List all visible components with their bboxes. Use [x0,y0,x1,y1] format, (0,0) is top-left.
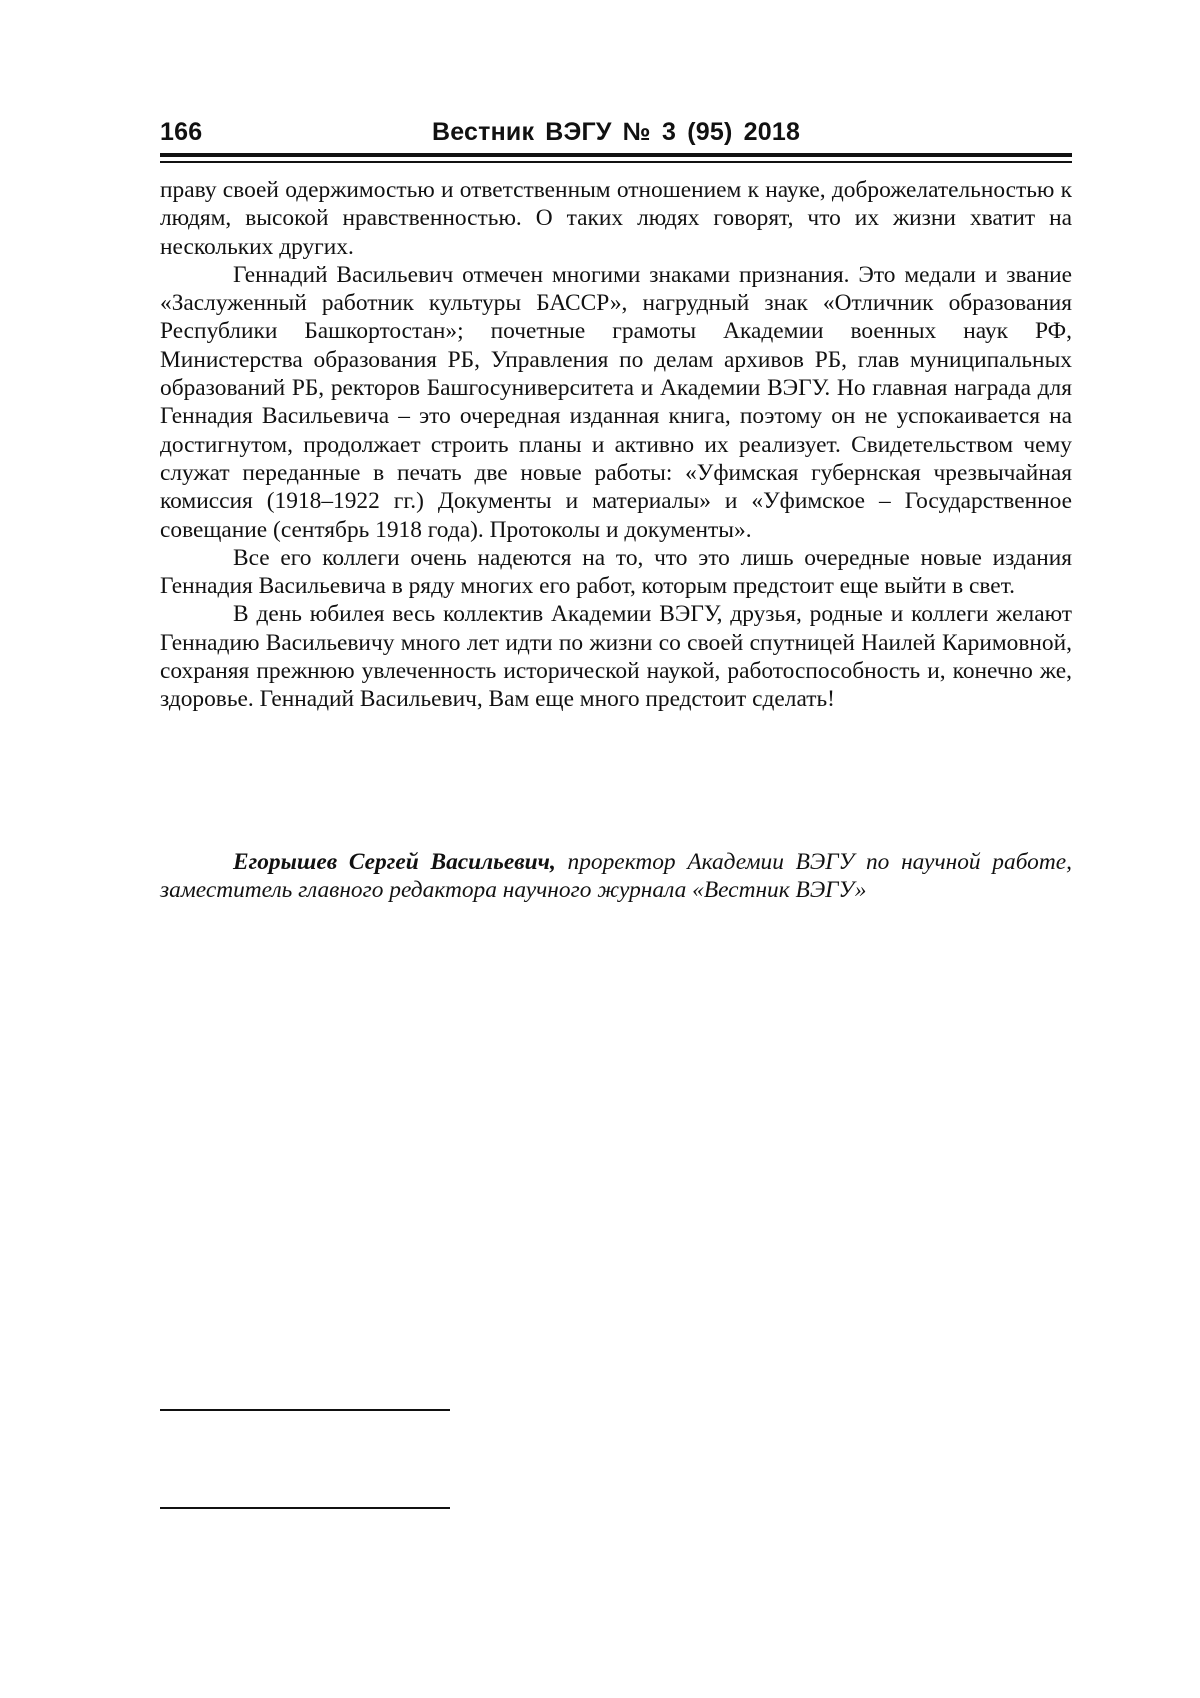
paragraph-awards: Геннадий Васильевич отмечен многими знаками признания. Это медали и звание «Заслуженный работник культуры БАССР», нагрудный знак «Отличник образования Республики Башкортостан»; почетные грамоты Академии военных наук РФ, Министерства образования РБ, Управления по делам архивов РБ, глав муниципальных образований РБ, ректоров Башгосуниверситета и Академии ВЭГУ. Но главная награда для Геннадия Васильевича – это очередная изданная книга, поэтому он не успокаивается на достигнутом, продолжает строить планы и активно их реализует. Свидетельством чему служат переданные в печать две новые работы: «Уфимская губернская чрезвычайная комиссия (1918–1922 гг.) Документы и материалы» и «Уфимское – Государственное совещание (сентябрь 1918 года). Протоколы и документы». [160,261,1072,543]
paragraph-colleagues: Все его коллеги очень надеются на то, что это лишь очередные новые издания Геннадия Васильевича в ряду многих его работ, которым предстоит еще выйти в свет. [160,544,1072,600]
author-role: проректор Академии ВЭГУ по научной работе, заместитель главного редактора научного журнала «Вестник ВЭГУ» [160,849,1072,904]
footnote-rule [160,1409,450,1411]
header-rule-thick [160,153,1072,157]
footnote-rule [160,1507,450,1509]
page-number: 166 [160,118,203,146]
header-rule-thin [160,161,1072,163]
author-name: Егорышев Сергей Васильевич, [233,849,556,875]
author-signature [160,848,1072,905]
paragraph-jubilee-wishes: В день юбилея весь коллектив Академии ВЭГУ, друзья, родные и коллеги желают Геннадию Васильевичу много лет идти по жизни со своей спутницей Наилей Каримовной, сохраняя прежнюю увлеченность исторической наукой, работоспособность и, конечно же, здоровье. Геннадий Васильевич, Вам еще много предстоит сделать! [160,601,1072,713]
paragraph-continuation: праву своей одержимостью и ответственным отношением к науке, доброжелательностью к людям, высокой нравственностью. О таких людях говорят, что их жизни хватит на нескольких других. [160,177,1072,260]
article-body [160,176,1072,714]
running-head [160,118,1072,146]
journal-title: Вестник ВЭГУ № 3 (95) 2018 [432,118,801,146]
